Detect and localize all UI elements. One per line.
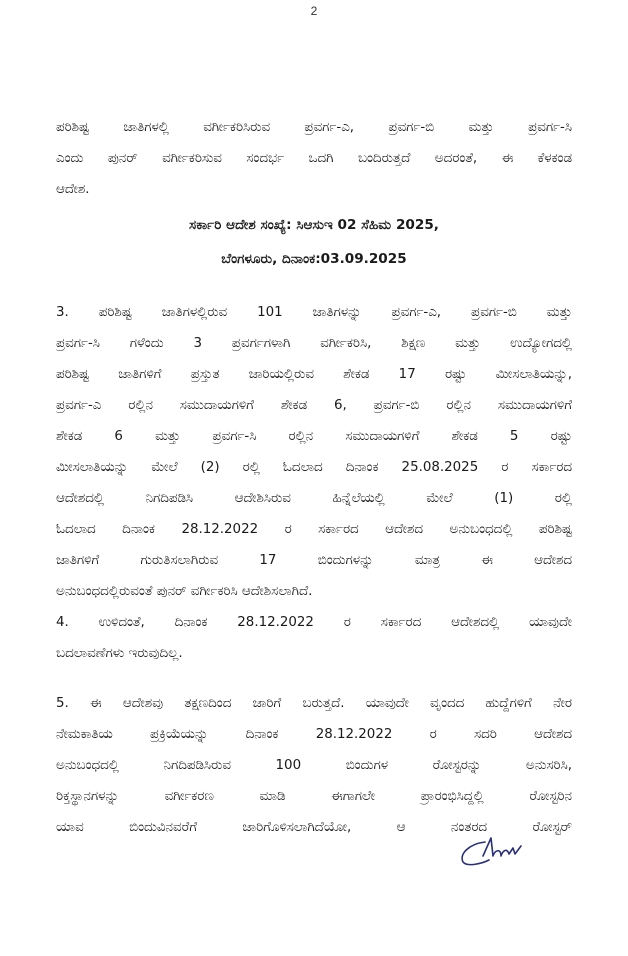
text-line: 5. ಈ ಆದೇಶವು ತಕ್ಷಣದಿಂದ ಜಾರಿಗೆ ಬರುತ್ತದೆ. ಯಾವುದೇ ವೃಂದದ ಹುದ್ದೆಗಳಿಗೆ ನೇರ: [56, 696, 572, 711]
intro-paragraph: [56, 112, 572, 205]
paragraph-5: [56, 688, 572, 843]
text-line: ಪರಿಶಿಷ್ಟ ಜಾತಿಗಳಿಗೆ ಪ್ರಸ್ತುತ ಜಾರಿಯಲ್ಲಿರುವ ಶೇಕಡ 17 ರಷ್ಟು ಮೀಸಲಾತಿಯನ್ನು,: [56, 367, 572, 382]
page-number: 2: [310, 4, 318, 18]
text-line: ಎಂದು ಪುನರ್ ವರ್ಗೀಕರಿಸುವ ಸಂದರ್ಭ ಒದಗಿ ಬಂದಿರುತ್ತದೆ ಅದರಂತೆ, ಈ ಕೆಳಕಂಡ: [56, 151, 572, 166]
text-line: ಯಾವ ಬಿಂದುವಿನವರೆಗೆ ಜಾರಿಗೊಳಿಸಲಾಗಿದೆಯೋ, ಆ ನಂತರದ ರೋಸ್ಟರ್: [56, 820, 572, 835]
text-line: ಮೀಸಲಾತಿಯನ್ನು ಮೇಲೆ (2) ರಲ್ಲಿ ಓದಲಾದ ದಿನಾಂಕ 25.08.2025 ರ ಸರ್ಕಾರದ: [56, 460, 572, 475]
paragraph-4: [56, 607, 572, 669]
order-number-heading: ಸರ್ಕಾರಿ ಆದೇಶ ಸಂಖ್ಯೆ: ಸಿಆಸುಇ 02 ಸೆಹಿಮ 2025,: [189, 217, 439, 233]
text-line: 3. ಪರಿಶಿಷ್ಟ ಜಾತಿಗಳಲ್ಲಿರುವ 101 ಜಾತಿಗಳನ್ನು ಪ್ರವರ್ಗ-ಎ, ಪ್ರವರ್ಗ-ಬಿ ಮತ್ತು: [56, 305, 572, 320]
text-line: ಅನುಬಂಧದಲ್ಲಿರುವಂತೆ ಪುನರ್ ವರ್ಗೀಕರಿಸಿ ಆದೇಶಿಸಲಾಗಿದೆ.: [56, 584, 313, 599]
text-line: ಓದಲಾದ ದಿನಾಂಕ 28.12.2022 ರ ಸರ್ಕಾರದ ಆದೇಶದ ಅನುಬಂಧದಲ್ಲಿ ಪರಿಶಿಷ್ಟ: [56, 522, 572, 537]
text-line: ಪ್ರವರ್ಗ-ಸಿ ಗಳೆಂದು 3 ಪ್ರವರ್ಗಗಳಾಗಿ ವರ್ಗೀಕರಿಸಿ, ಶಿಕ್ಷಣ ಮತ್ತು ಉದ್ಯೋಗದಲ್ಲಿ: [56, 336, 572, 351]
text-line: 4. ಉಳಿದಂತೆ, ದಿನಾಂಕ 28.12.2022 ರ ಸರ್ಕಾರದ ಆದೇಶದಲ್ಲಿ ಯಾವುದೇ: [56, 615, 572, 630]
text-line: ಜಾತಿಗಳಿಗೆ ಗುರುತಿಸಲಾಗಿರುವ 17 ಬಿಂದುಗಳನ್ನು ಮಾತ್ರ ಈ ಆದೇಶದ: [56, 553, 572, 568]
text-line: ಪ್ರವರ್ಗ-ಎ ರಲ್ಲಿನ ಸಮುದಾಯಗಳಿಗೆ ಶೇಕಡ 6, ಪ್ರವರ್ಗ-ಬಿ ರಲ್ಲಿನ ಸಮುದಾಯಗಳಿಗೆ: [56, 398, 572, 413]
signature: [455, 834, 545, 870]
text-line: ಅನುಬಂಧದಲ್ಲಿ ನಿಗದಿಪಡಿಸಿರುವ 100 ಬಿಂದುಗಳ ರೋಸ್ಟರನ್ನು ಅನುಸರಿಸಿ,: [56, 758, 572, 773]
text-line: ಪರಿಶಿಷ್ಟ ಜಾತಿಗಳಲ್ಲಿ ವರ್ಗೀಕರಿಸಿರುವ ಪ್ರವರ್ಗ-ಎ, ಪ್ರವರ್ಗ-ಬಿ ಮತ್ತು ಪ್ರವರ್ಗ-ಸಿ: [56, 120, 572, 135]
signature-stroke: [462, 838, 521, 865]
text-line: ಬದಲಾವಣೆಗಳು ಇರುವುದಿಲ್ಲ.: [56, 646, 183, 661]
text-line: ರಿಕ್ತಸ್ಥಾನಗಳನ್ನು ವರ್ಗೀಕರಣ ಮಾಡಿ ಈಗಾಗಲೇ ಪ್ರಾರಂಭಿಸಿದ್ದಲ್ಲಿ ರೋಸ್ಟರಿನ: [56, 789, 572, 804]
text-line: ಆದೇಶ.: [56, 182, 90, 197]
paragraph-3: [56, 297, 572, 607]
text-line: ಆದೇಶದಲ್ಲಿ ನಿಗದಿಪಡಿಸಿ ಆದೇಶಿಸಿರುವ ಹಿನ್ನೆಲೆಯಲ್ಲಿ ಮೇಲೆ (1) ರಲ್ಲಿ: [56, 491, 572, 506]
text-line: ಶೇಕಡ 6 ಮತ್ತು ಪ್ರವರ್ಗ-ಸಿ ರಲ್ಲಿನ ಸಮುದಾಯಗಳಿಗೆ ಶೇಕಡ 5 ರಷ್ಟು: [56, 429, 572, 444]
text-line: ನೇಮಕಾತಿಯ ಪ್ರಕ್ರಿಯೆಯನ್ನು ದಿನಾಂಕ 28.12.2022 ರ ಸದರಿ ಆದೇಶದ: [56, 727, 572, 742]
order-place-date: ಬೆಂಗಳೂರು, ದಿನಾಂಕ:03.09.2025: [221, 251, 407, 267]
